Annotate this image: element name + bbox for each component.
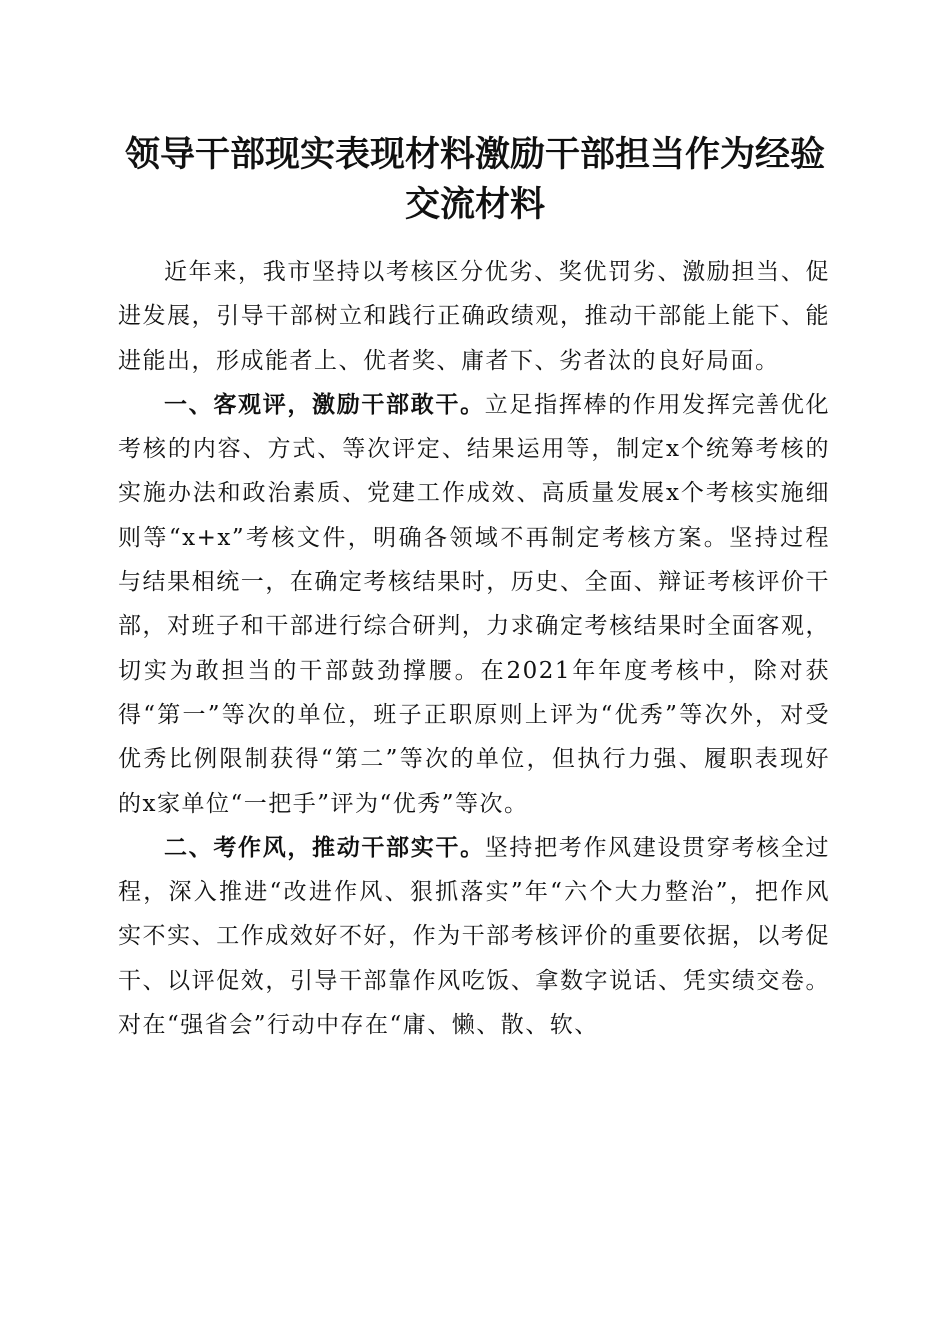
paragraph-intro [118,250,830,383]
title-line-1: 领导干部现实表现材料激励干部担当作为经验 [124,135,825,175]
section-2-heading: 二、考作风，推动干部实干。 [164,834,485,861]
paragraph-intro-text: 近年来，我市坚持以考核区分优劣、奖优罚劣、激励担当、促进发展，引导干部树立和践行正确政绩观，推动干部能上能下、能进能出，形成能者上、优者奖、庸者下、劣者汰的良好局面。 [118,259,830,374]
title-line-2: 交流材料 [404,185,545,225]
document-title [100,130,850,230]
section-1-heading: 一、客观评，激励干部敢干。 [164,391,485,418]
paragraph-section-2 [118,826,830,1047]
document-body [118,250,830,1047]
section-2-text: 坚持把考作风建设贯穿考核全过程，深入推进“改进作风、狠抓落实”年“六个大力整治”，把作风实不实、工作成效好不好，作为干部考核评价的重要依据，以考促干、以评促效，引导干部靠作风吃饭、拿数字说话、凭实绩交卷。对在“强省会”行动中存在“庸、懒、散、软、 [118,834,831,1039]
section-1-text: 立足指挥棒的作用发挥完善优化考核的内容、方式、等次评定、结果运用等，制定x个统筹考核的实施办法和政治素质、党建工作成效、高质量发展x个考核实施细则等“x+x”考核文件，明确各领域不再制定考核方案。坚持过程与结果相统一，在确定考核结果时，历史、全面、辩证考核评价干部，对班子和干部进行综合研判，力求确定考核结果时全面客观，切实为敢担当的干部鼓劲撑腰。在2021年年度考核中，除对获得“第一”等次的单位，班子正职原则上评为“优秀”等次外，对受优秀比例限制获得“第二”等次的单位，但执行力强、履职表现好的x家单位“一把手”评为“优秀”等次。 [118,391,831,817]
paragraph-section-1 [118,383,830,826]
